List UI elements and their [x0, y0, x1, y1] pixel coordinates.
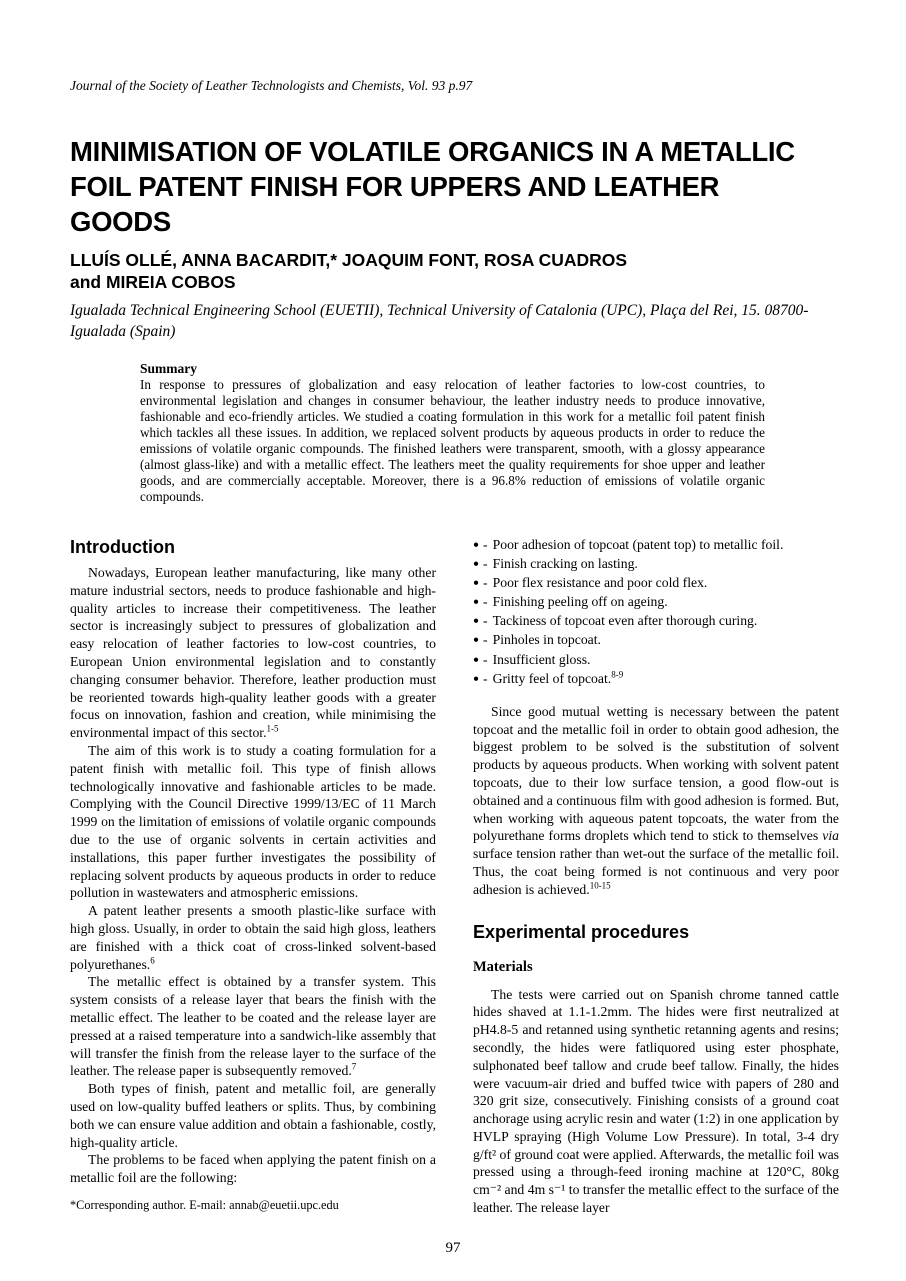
- bullet-icon: ●: [473, 634, 480, 646]
- two-column-body: [70, 536, 843, 1217]
- bullet-dash: -: [483, 613, 488, 629]
- authors-line: LLUÍS OLLÉ, ANNA BACARDIT,* JOAQUIM FONT, ROSA CUADROS: [70, 250, 628, 270]
- paragraph-text: Nowadays, European leather manufacturing, like many other mature industrial sectors, needs to produce fashionable and high-quality articles to increase their competitiveness. The leather sector is increasingly subject to pressures of globalization and easy relocation of leather factories to low-cost countries, to European Union environmental legislation and to constantly changing consumer behavior. Therefore, leather production must be reoriented towards high-quality leather goods with a greater focus on innovation, fashion and creation, while minimising the environmental impact of this sector.: [70, 565, 436, 741]
- bullet-dash: -: [483, 670, 488, 686]
- list-item: [473, 651, 839, 670]
- intro-paragraph: [70, 973, 436, 1080]
- materials-paragraph: The tests were carried out on Spanish chrome tanned cattle hides shaved at 1.1-1.2mm. The hides were first neutralized at pH4.8-5 and retanned using synthetic retanning agents and resins; secondly, the hides were fatliquored using ester phosphate, sulphonated beef tallow and crude beef tallow. Finally, the hides were vacuum-air dried and buffed twice with papers of 280 and 320 grit size, consecutively. Finishing consists of a ground coat anchorage using acrylic resin and water (1:2) in one application by HVLP spraying (High Volume Low Pressure). In total, 3-4 dry g/ft² of ground coat were applied. Afterwards, the metallic foil was pressed using a through-feed ironing machine at 120°C, 80kg cm⁻² and 4m s⁻¹ to transfer the metallic effect to the surface of the leather. The release layer: [473, 986, 839, 1216]
- paper-title-line: FOIL PATENT FINISH FOR UPPERS AND LEATHER: [70, 171, 720, 202]
- list-item: [473, 593, 839, 612]
- list-item-text: Pinholes in topcoat.: [492, 632, 601, 648]
- list-item: [473, 574, 839, 593]
- right-column: [473, 536, 839, 1217]
- paragraph-text: Since good mutual wetting is necessary between the patent topcoat and the metallic foil in order to obtain good adhesion, the biggest problem to be solved is the substitution of solvent products by aqueous products. When working with solvent patent topcoats, due to their low surface tension, a good flow-out is obtained and a continuous film with good adhesion is formed. But, when working with aqueous patent topcoats, the water from the polyurethane forms droplets which tend to stick to themselves: [473, 703, 839, 844]
- experimental-heading: Experimental procedures: [473, 921, 690, 942]
- list-item-text: Finish cracking on lasting.: [492, 556, 638, 572]
- bullet-dash: -: [483, 651, 488, 667]
- summary-block: [140, 361, 765, 505]
- paper-title: [70, 134, 843, 239]
- affiliation-line: Igualada Technical Engineering School (EUETII), Technical University of Catalonia (UPC), Plaça del Rei, 15. 08700-: [70, 302, 809, 319]
- bullet-icon: ●: [473, 615, 480, 627]
- bullet-dash: -: [483, 594, 488, 610]
- list-item-text: Poor flex resistance and poor cold flex.: [492, 575, 708, 591]
- affiliation-line: Igualada (Spain): [70, 323, 176, 340]
- bullet-dash: -: [483, 632, 488, 648]
- bullet-dash: -: [483, 575, 488, 591]
- summary-heading: Summary: [140, 361, 197, 376]
- list-item-text: Tackiness of topcoat even after thorough curing.: [492, 613, 758, 629]
- italic-term: via: [822, 828, 839, 844]
- list-item-text: Poor adhesion of topcoat (patent top) to metallic foil.: [492, 537, 784, 552]
- list-item-text: Gritty feel of topcoat.: [492, 670, 612, 686]
- list-item: [473, 612, 839, 631]
- bullet-icon: ●: [473, 539, 480, 551]
- paragraph-text: The metallic effect is obtained by a transfer system. This system consists of a release layer that bears the finish with the metallic effect. The leather to be coated and the release layer are pressed at a raised temperature into a sandwich-like assembly that will transfer the finish from the release layer to the surface of the leather. The release paper is subsequently removed.: [70, 974, 436, 1079]
- introduction-heading: Introduction: [70, 537, 175, 557]
- paragraph-text: surface tension rather than wet-out the surface of the metallic foil. Thus, the coat being formed is not continuous and very poor adhesion is achieved.: [473, 846, 839, 897]
- bullet-dash: -: [483, 537, 488, 552]
- authors-line: and MIREIA COBOS: [70, 272, 236, 292]
- citation-ref: 7: [351, 1061, 357, 1072]
- paper-title-line: GOODS: [70, 206, 171, 237]
- list-item: [473, 631, 839, 650]
- intro-paragraph: [70, 1080, 436, 1151]
- left-column: [70, 536, 436, 1217]
- paragraph-text: The aim of this work is to study a coating formulation for a patent finish with metallic foil. This type of finish allows technologically innovative and fashionable articles to be made. Complying with the Council Directive 1999/13/EC of 11 March 1999 on the limitation of emissions of volatile organic compounds due to the use of organic solvents in certain activities and installations, this paper further investigates the possibility of replacing solvent products by aqueous products in order to reduce pollution in wastewaters and atmospheric emissions.: [70, 742, 436, 901]
- list-item: [473, 670, 839, 689]
- bullet-icon: ●: [473, 577, 480, 589]
- list-item-text: Finishing peeling off on ageing.: [492, 594, 668, 610]
- intro-paragraph: [70, 902, 436, 973]
- intro-paragraph: [70, 1151, 436, 1187]
- materials-heading: Materials: [473, 958, 533, 975]
- bullet-icon: ●: [473, 558, 480, 570]
- bullet-icon: ●: [473, 596, 480, 608]
- paragraph-text: The problems to be faced when applying the patent finish on a metallic foil are the following:: [70, 1152, 436, 1186]
- list-item: [473, 536, 839, 555]
- citation-ref: 10-15: [589, 880, 611, 891]
- citation-ref: 6: [150, 954, 155, 965]
- affiliation: [70, 300, 843, 342]
- intro-paragraph: [70, 742, 436, 902]
- list-item: [473, 555, 839, 574]
- paragraph-text: Both types of finish, patent and metallic foil, are generally used on low-quality buffed leathers or splits. Thus, by combining both we can ensure value addition and obtain a fashionable, costly, high-quality article.: [70, 1081, 436, 1150]
- corresponding-author-footnote: *Corresponding author. E-mail: annab@euetii.upc.edu: [70, 1197, 339, 1212]
- citation-ref: 1-5: [266, 723, 279, 734]
- authors: [70, 249, 843, 293]
- intro-paragraph: [70, 564, 436, 742]
- journal-header: Journal of the Society of Leather Technologists and Chemists, Vol. 93 p.97: [70, 78, 473, 93]
- bullet-dash: -: [483, 556, 488, 572]
- wetting-paragraph: [473, 703, 839, 899]
- paragraph-text: A patent leather presents a smooth plastic-like surface with high gloss. Usually, in order to obtain the said high gloss, leathers are finished with a thick coat of cross-linked solvent-based polyurethanes.: [70, 903, 436, 972]
- page-number: 97: [445, 1240, 461, 1256]
- paper-title-line: MINIMISATION OF VOLATILE ORGANICS IN A METALLIC: [70, 136, 795, 167]
- problem-list: [473, 536, 839, 689]
- list-item-text: Insufficient gloss.: [492, 651, 591, 667]
- citation-ref: 8-9: [611, 669, 624, 680]
- bullet-icon: ●: [473, 654, 480, 666]
- bullet-icon: ●: [473, 673, 480, 685]
- summary-body: In response to pressures of globalization and easy relocation of leather factories to low-cost countries, to environmental legislation and changes in consumer behaviour, the leather industry needs to produce innovative, fashionable and eco-friendly articles. We studied a coating formulation in this work for a metallic foil patent finish which tackles all these issues. In addition, we replaced solvent products by aqueous products in order to reduce the emissions of volatile organic compounds. The finished leathers were transparent, smooth, with a glossy appearance (almost glass-like) and with a metallic effect. The leathers meet the quality requirements for shoe upper and leather goods, and are commercially acceptable. Moreover, there is a 96.8% reduction of emissions of volatile organic compounds.: [140, 377, 765, 504]
